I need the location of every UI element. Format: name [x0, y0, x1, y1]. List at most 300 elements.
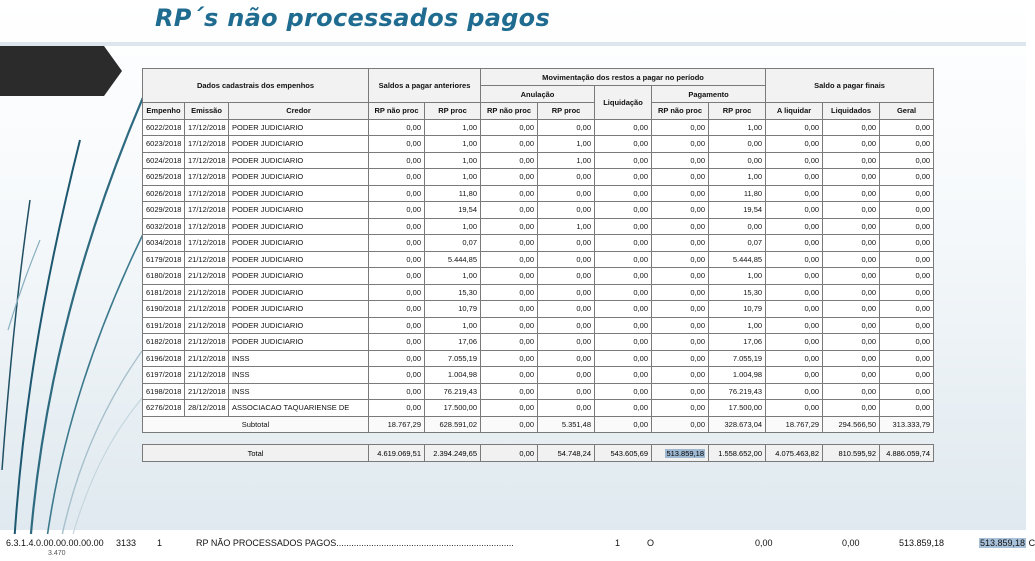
cell-value: 0,00 — [766, 400, 823, 417]
header-pagamento: Pagamento — [652, 86, 766, 103]
col-saldo-rp-proc: RP proc — [425, 103, 481, 120]
cell-value: 0,00 — [538, 383, 595, 400]
col-liquidados: Liquidados — [823, 103, 880, 120]
cell-value: 0,00 — [652, 383, 709, 400]
cell-value: 0,00 — [369, 268, 425, 285]
cell-value: 0,00 — [538, 185, 595, 202]
cell-value: 0,00 — [880, 301, 934, 318]
cell-emissao: 17/12/2018 — [185, 185, 229, 202]
cell-value: 0,00 — [595, 136, 652, 153]
cell-emissao: 17/12/2018 — [185, 202, 229, 219]
cell-value: 0,07 — [425, 235, 481, 252]
arrow-tab-decoration — [0, 46, 122, 96]
cell-value: 0,00 — [766, 136, 823, 153]
cell-value: 0,00 — [766, 268, 823, 285]
cell-value: 0,00 — [766, 334, 823, 351]
cell-emissao: 21/12/2018 — [185, 350, 229, 367]
cell-value: 0,00 — [766, 350, 823, 367]
cell-emissao: 17/12/2018 — [185, 119, 229, 136]
cell-value: 17.500,00 — [425, 400, 481, 417]
cell-emissao: 28/12/2018 — [185, 400, 229, 417]
col-emissao: Emissão — [185, 103, 229, 120]
cell-value: 0,00 — [595, 400, 652, 417]
table-row — [143, 284, 934, 301]
ledger-col2: O — [647, 538, 655, 548]
cell-emissao: 21/12/2018 — [185, 268, 229, 285]
cell-value: 0,00 — [595, 202, 652, 219]
cell-credor: PODER JUDICIARIO — [229, 317, 369, 334]
cell-value: 1,00 — [538, 218, 595, 235]
cell-value: 0,00 — [823, 218, 880, 235]
cell-value: 0,00 — [481, 284, 538, 301]
ledger-code: 3133 — [116, 538, 137, 548]
cell-value: 0,00 — [369, 383, 425, 400]
cell-value: 0,00 — [595, 152, 652, 169]
cell-value: 0,00 — [369, 334, 425, 351]
cell-empenho: 6198/2018 — [143, 383, 185, 400]
cell-empenho: 6197/2018 — [143, 367, 185, 384]
cell-value: 0,00 — [823, 169, 880, 186]
cell-value: 0,00 — [766, 251, 823, 268]
cell-value: 0,00 — [538, 235, 595, 252]
cell-value: 0,00 — [766, 185, 823, 202]
cell-emissao: 21/12/2018 — [185, 383, 229, 400]
subtotal-value: 628.591,02 — [425, 416, 481, 433]
cell-value: 0,00 — [766, 301, 823, 318]
cell-value: 0,00 — [880, 334, 934, 351]
cell-value: 0,00 — [766, 383, 823, 400]
cell-value: 0,00 — [369, 235, 425, 252]
cell-value: 0,00 — [823, 400, 880, 417]
cell-empenho: 6179/2018 — [143, 251, 185, 268]
subtotal-value: 328.673,04 — [709, 416, 766, 433]
cell-value: 11,80 — [425, 185, 481, 202]
cell-value: 0,00 — [880, 268, 934, 285]
cell-empenho: 6180/2018 — [143, 268, 185, 285]
cell-value: 0,00 — [880, 284, 934, 301]
cell-value: 0,07 — [709, 235, 766, 252]
cell-value: 0,00 — [369, 152, 425, 169]
cell-empenho: 6023/2018 — [143, 136, 185, 153]
cell-value: 1,00 — [709, 169, 766, 186]
cell-value: 1,00 — [425, 268, 481, 285]
cell-value: 0,00 — [369, 251, 425, 268]
cell-value: 0,00 — [709, 152, 766, 169]
cell-value: 1,00 — [425, 119, 481, 136]
cell-value: 19,54 — [709, 202, 766, 219]
cell-credor: PODER JUDICIARIO — [229, 185, 369, 202]
cell-value: 0,00 — [823, 202, 880, 219]
cell-value: 0,00 — [652, 185, 709, 202]
cell-credor: PODER JUDICIARIO — [229, 301, 369, 318]
cell-value: 0,00 — [823, 317, 880, 334]
subtotal-value: 0,00 — [481, 416, 538, 433]
total-container — [142, 444, 933, 462]
cell-value: 0,00 — [652, 367, 709, 384]
cell-credor: PODER JUDICIARIO — [229, 334, 369, 351]
ledger-v4-suffix: C — [1028, 538, 1035, 548]
cell-value: 0,00 — [481, 383, 538, 400]
col-empenho: Empenho — [143, 103, 185, 120]
cell-value: 0,00 — [652, 202, 709, 219]
cell-empenho: 6022/2018 — [143, 119, 185, 136]
cell-value: 0,00 — [538, 317, 595, 334]
cell-value: 0,00 — [595, 350, 652, 367]
cell-value: 0,00 — [823, 334, 880, 351]
cell-value: 0,00 — [880, 152, 934, 169]
cell-value: 0,00 — [481, 218, 538, 235]
total-value: 2.394.249,65 — [425, 445, 481, 462]
cell-value: 0,00 — [595, 301, 652, 318]
cell-credor: INSS — [229, 367, 369, 384]
cell-emissao: 21/12/2018 — [185, 334, 229, 351]
cell-credor: PODER JUDICIARIO — [229, 218, 369, 235]
cell-value: 0,00 — [766, 218, 823, 235]
cell-value: 0,00 — [538, 367, 595, 384]
cell-value: 0,00 — [709, 218, 766, 235]
cell-value: 0,00 — [595, 251, 652, 268]
cell-value: 0,00 — [595, 367, 652, 384]
subtotal-value: 0,00 — [652, 416, 709, 433]
cell-credor: INSS — [229, 350, 369, 367]
cell-value: 0,00 — [652, 350, 709, 367]
total-table — [142, 444, 934, 462]
cell-value: 1,00 — [538, 152, 595, 169]
ledger-account: 6.3.1.4.0.00.00.00.00.00 — [6, 538, 104, 548]
cell-value: 1,00 — [709, 268, 766, 285]
cell-value: 0,00 — [481, 136, 538, 153]
cell-value: 0,00 — [481, 152, 538, 169]
header-saldo-finais: Saldo a pagar finais — [766, 69, 934, 103]
cell-empenho: 6181/2018 — [143, 284, 185, 301]
total-value: 810.595,92 — [823, 445, 880, 462]
cell-value: 1.004,98 — [709, 367, 766, 384]
table-row — [143, 301, 934, 318]
cell-value: 0,00 — [481, 119, 538, 136]
cell-value: 76.219,43 — [709, 383, 766, 400]
header-saldos-anteriores: Saldos a pagar anteriores — [369, 69, 481, 103]
col-pagamento-rp-nao-proc: RP não proc — [652, 103, 709, 120]
cell-value: 0,00 — [880, 400, 934, 417]
cell-credor: PODER JUDICIARIO — [229, 119, 369, 136]
table-row — [143, 383, 934, 400]
ledger-line — [0, 534, 1035, 557]
cell-value: 17,06 — [709, 334, 766, 351]
total-value: 4.619.069,51 — [369, 445, 425, 462]
cell-value: 11,80 — [709, 185, 766, 202]
cell-value: 0,00 — [595, 268, 652, 285]
total-label: Total — [143, 445, 369, 462]
cell-value: 0,00 — [880, 202, 934, 219]
cell-value: 0,00 — [538, 268, 595, 285]
cell-value: 15,30 — [425, 284, 481, 301]
cell-value: 0,00 — [595, 284, 652, 301]
cell-value: 1,00 — [425, 136, 481, 153]
cell-value: 0,00 — [369, 119, 425, 136]
header-liquidacao: Liquidação — [595, 86, 652, 120]
subtotal-value: 18.767,29 — [766, 416, 823, 433]
cell-value: 0,00 — [766, 367, 823, 384]
cell-value: 0,00 — [652, 284, 709, 301]
cell-empenho: 6196/2018 — [143, 350, 185, 367]
total-value: 4.075.463,82 — [766, 445, 823, 462]
total-value: 1.558.652,00 — [709, 445, 766, 462]
cell-value: 0,00 — [766, 235, 823, 252]
col-anulacao-rp-proc: RP proc — [538, 103, 595, 120]
cell-empenho: 6191/2018 — [143, 317, 185, 334]
cell-credor: INSS — [229, 383, 369, 400]
cell-value: 0,00 — [481, 268, 538, 285]
cell-value: 0,00 — [823, 350, 880, 367]
cell-value: 0,00 — [880, 317, 934, 334]
cell-value: 0,00 — [880, 350, 934, 367]
cell-value: 5.444,85 — [709, 251, 766, 268]
cell-value: 0,00 — [538, 251, 595, 268]
cell-credor: PODER JUDICIARIO — [229, 169, 369, 186]
cell-value: 0,00 — [766, 169, 823, 186]
cell-value: 0,00 — [766, 152, 823, 169]
cell-value: 1,00 — [425, 152, 481, 169]
subtotal-value: 294.566,50 — [823, 416, 880, 433]
cell-credor: PODER JUDICIARIO — [229, 284, 369, 301]
cell-empenho: 6190/2018 — [143, 301, 185, 318]
cell-emissao: 17/12/2018 — [185, 152, 229, 169]
col-saldo-rp-nao-proc: RP não proc — [369, 103, 425, 120]
cell-emissao: 17/12/2018 — [185, 136, 229, 153]
table-row — [143, 350, 934, 367]
total-value: 543.605,69 — [595, 445, 652, 462]
total-value: 0,00 — [481, 445, 538, 462]
cell-value: 19,54 — [425, 202, 481, 219]
table-row — [143, 317, 934, 334]
col-credor: Credor — [229, 103, 369, 120]
rp-table-body — [143, 119, 934, 416]
cell-value: 0,00 — [481, 334, 538, 351]
table-row — [143, 235, 934, 252]
cell-credor: ASSOCIACAO TAQUARIENSE DE — [229, 400, 369, 417]
header-movimentacao: Movimentação dos restos a pagar no período — [481, 69, 766, 86]
cell-value: 17,06 — [425, 334, 481, 351]
ledger-v1: 0,00 — [755, 538, 773, 548]
cell-value: 0,00 — [481, 169, 538, 186]
cell-value: 0,00 — [369, 218, 425, 235]
cell-value: 0,00 — [823, 136, 880, 153]
cell-value: 0,00 — [880, 235, 934, 252]
table-row — [143, 268, 934, 285]
cell-value: 0,00 — [538, 334, 595, 351]
cell-value: 1,00 — [425, 218, 481, 235]
subtotal-value: 0,00 — [595, 416, 652, 433]
subtotal-row — [143, 416, 934, 433]
header-dados-cadastrais: Dados cadastrais dos empenhos — [143, 69, 369, 103]
subtotal-value: 313.333,79 — [880, 416, 934, 433]
cell-value: 0,00 — [652, 400, 709, 417]
cell-value: 15,30 — [709, 284, 766, 301]
cell-value: 0,00 — [481, 350, 538, 367]
total-value: 54.748,24 — [538, 445, 595, 462]
cell-value: 0,00 — [652, 119, 709, 136]
cell-value: 0,00 — [652, 251, 709, 268]
cell-value: 0,00 — [595, 235, 652, 252]
cell-value: 0,00 — [823, 251, 880, 268]
cell-value: 0,00 — [823, 284, 880, 301]
col-geral: Geral — [880, 103, 934, 120]
col-a-liquidar: A liquidar — [766, 103, 823, 120]
cell-emissao: 21/12/2018 — [185, 284, 229, 301]
cell-value: 0,00 — [652, 301, 709, 318]
cell-emissao: 17/12/2018 — [185, 169, 229, 186]
cell-value: 0,00 — [481, 301, 538, 318]
cell-empenho: 6024/2018 — [143, 152, 185, 169]
cell-value: 0,00 — [369, 400, 425, 417]
subtotal-label: Subtotal — [143, 416, 369, 433]
cell-value: 0,00 — [595, 383, 652, 400]
cell-value: 0,00 — [538, 169, 595, 186]
cell-value: 76.219,43 — [425, 383, 481, 400]
cell-credor: PODER JUDICIARIO — [229, 268, 369, 285]
cell-value: 0,00 — [538, 284, 595, 301]
cell-value: 1,00 — [425, 169, 481, 186]
table-row — [143, 185, 934, 202]
table-row — [143, 218, 934, 235]
cell-value: 0,00 — [369, 202, 425, 219]
cell-value: 0,00 — [880, 169, 934, 186]
cell-value: 0,00 — [766, 284, 823, 301]
cell-value: 0,00 — [880, 251, 934, 268]
total-value: 4.886.059,74 — [880, 445, 934, 462]
cell-value: 0,00 — [595, 119, 652, 136]
table-row — [143, 136, 934, 153]
table-row — [143, 400, 934, 417]
cell-value: 0,00 — [538, 202, 595, 219]
ledger-col1: 1 — [615, 538, 621, 548]
col-anulacao-rp-nao-proc: RP não proc — [481, 103, 538, 120]
cell-value: 0,00 — [481, 185, 538, 202]
cell-value: 0,00 — [652, 136, 709, 153]
cell-emissao: 17/12/2018 — [185, 235, 229, 252]
cell-value: 0,00 — [766, 202, 823, 219]
cell-value: 0,00 — [481, 202, 538, 219]
cell-empenho: 6029/2018 — [143, 202, 185, 219]
cell-value: 0,00 — [823, 367, 880, 384]
cell-value: 10,79 — [425, 301, 481, 318]
cell-empenho: 6032/2018 — [143, 218, 185, 235]
ledger-seq: 1 — [157, 538, 163, 548]
cell-empenho: 6034/2018 — [143, 235, 185, 252]
cell-credor: PODER JUDICIARIO — [229, 235, 369, 252]
cell-value: 0,00 — [481, 235, 538, 252]
subtotal-value: 5.351,48 — [538, 416, 595, 433]
highlighted-selection[interactable]: 513.859,18 — [666, 448, 704, 458]
col-pagamento-rp-proc: RP proc — [709, 103, 766, 120]
cell-value: 0,00 — [823, 268, 880, 285]
cell-emissao: 21/12/2018 — [185, 367, 229, 384]
cell-emissao: 21/12/2018 — [185, 317, 229, 334]
ledger-partial-text: 3.470 — [48, 550, 66, 557]
cell-value: 0,00 — [481, 317, 538, 334]
table-row — [143, 251, 934, 268]
cell-value: 0,00 — [880, 185, 934, 202]
ledger-v3: 513.859,18 — [899, 538, 945, 548]
cell-value: 1,00 — [709, 317, 766, 334]
cell-value: 0,00 — [823, 185, 880, 202]
cell-value: 0,00 — [538, 400, 595, 417]
table-row — [143, 169, 934, 186]
cell-value: 0,00 — [823, 119, 880, 136]
cell-value: 0,00 — [652, 235, 709, 252]
total-row — [143, 445, 934, 462]
cell-value: 0,00 — [369, 317, 425, 334]
header-anulacao: Anulação — [481, 86, 595, 103]
table-row — [143, 202, 934, 219]
cell-value: 0,00 — [595, 169, 652, 186]
cell-value: 0,00 — [538, 301, 595, 318]
cell-value: 0,00 — [709, 136, 766, 153]
rp-table — [142, 68, 934, 433]
cell-value: 0,00 — [766, 317, 823, 334]
cell-emissao: 17/12/2018 — [185, 218, 229, 235]
cell-value: 0,00 — [538, 350, 595, 367]
cell-value: 0,00 — [880, 367, 934, 384]
cell-value: 0,00 — [595, 185, 652, 202]
table-row — [143, 334, 934, 351]
cell-value: 0,00 — [880, 119, 934, 136]
table-row — [143, 119, 934, 136]
cell-value: 0,00 — [369, 301, 425, 318]
cell-value: 0,00 — [369, 367, 425, 384]
table-row — [143, 152, 934, 169]
cell-credor: PODER JUDICIARIO — [229, 136, 369, 153]
cell-empenho: 6182/2018 — [143, 334, 185, 351]
cell-value: 0,00 — [652, 317, 709, 334]
subtotal-value: 18.767,29 — [369, 416, 425, 433]
cell-value: 0,00 — [880, 383, 934, 400]
cell-value: 0,00 — [823, 152, 880, 169]
cell-value: 0,00 — [481, 251, 538, 268]
cell-value: 0,00 — [766, 119, 823, 136]
rp-table-container — [142, 68, 933, 433]
cell-value: 0,00 — [652, 218, 709, 235]
cell-value: 1,00 — [709, 119, 766, 136]
cell-value: 0,00 — [538, 119, 595, 136]
cell-empenho: 6276/2018 — [143, 400, 185, 417]
cell-value: 0,00 — [652, 334, 709, 351]
table-row — [143, 367, 934, 384]
cell-emissao: 21/12/2018 — [185, 301, 229, 318]
cell-value: 0,00 — [369, 169, 425, 186]
ledger-v4[interactable]: 513.859,18 — [980, 538, 1026, 548]
cell-value: 17.500,00 — [709, 400, 766, 417]
cell-value: 0,00 — [369, 136, 425, 153]
total-value-highlighted[interactable] — [652, 445, 709, 462]
cell-value: 7.055,19 — [709, 350, 766, 367]
ledger-v4-group — [979, 538, 1035, 548]
ledger-description: RP NÃO PROCESSADOS PAGOS....................................................................... — [196, 538, 514, 548]
cell-value: 7.055,19 — [425, 350, 481, 367]
ledger-v2: 0,00 — [842, 538, 860, 548]
cell-empenho: 6025/2018 — [143, 169, 185, 186]
cell-credor: PODER JUDICIARIO — [229, 152, 369, 169]
cell-value: 5.444,85 — [425, 251, 481, 268]
cell-value: 1.004,98 — [425, 367, 481, 384]
cell-value: 0,00 — [823, 301, 880, 318]
cell-value: 0,00 — [595, 334, 652, 351]
cell-value: 0,00 — [595, 317, 652, 334]
cell-value: 0,00 — [481, 367, 538, 384]
cell-value: 0,00 — [652, 169, 709, 186]
cell-value: 0,00 — [369, 284, 425, 301]
page-title: RP´s não processados pagos — [155, 4, 551, 32]
